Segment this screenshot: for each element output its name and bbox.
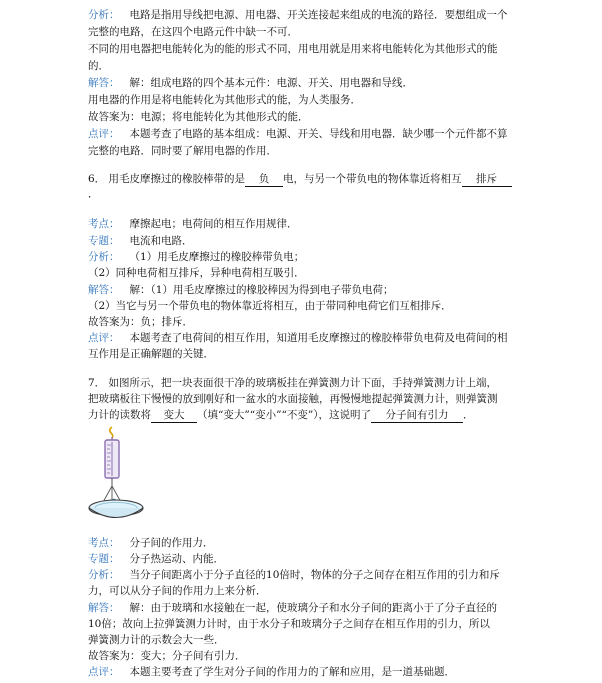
q7-solution-line-1: 解答： 解：由于玻璃和水接触在一起，使玻璃分子和水分子间的距离小于了分子直径的 xyxy=(88,602,498,614)
solution-label: 解答： xyxy=(88,602,120,614)
comment-label: 点评： xyxy=(88,128,120,140)
q6-kaodian-line: 考点： 摩擦起电；电荷间的相互作用规律． xyxy=(88,218,298,230)
analysis-label: 分析： xyxy=(88,9,120,21)
kaodian-label: 考点： xyxy=(88,218,120,230)
q6-stem-line: 6． 用毛皮摩擦过的橡胶棒带的是 负 电，与另一个带负电的物体靠近将相互 排斥 xyxy=(88,172,512,187)
s5-analysis-line-2: 完整的电路，在这四个电路元件中缺一不可． xyxy=(88,26,298,38)
q6-answer-blank-2: 排斥 xyxy=(462,173,512,187)
q6-comment-line-1: 点评： 本题考查了电荷间的相互作用，知道用毛皮摩擦过的橡胶棒带负电荷及电荷间的相 xyxy=(88,332,508,344)
q7-stem-line-1: 7． 如图所示，把一块表面很干净的玻璃板挂在弹簧测力计下面，手持弹簧测力计上端， xyxy=(88,377,498,389)
q6-analysis-line-1: 分析： （1）用毛皮摩擦过的橡胶棒带负电； xyxy=(88,251,305,263)
q7-comment-line-1: 点评： 本题主要考查了学生对分子间的作用力的了解和应用，是一道基础题． xyxy=(88,666,456,678)
spring-scale-over-water-basin-figure xyxy=(88,426,188,524)
s5-solution-line-2: 用电器的作用是将电能转化为其他形式的能，为人类服务． xyxy=(88,94,361,106)
analysis-label: 分析： xyxy=(88,569,120,581)
kaodian-label: 考点： xyxy=(88,537,120,549)
solution-label: 解答： xyxy=(88,284,120,296)
q7-zhuanti-line: 专题： 分子热运动、内能． xyxy=(88,553,225,565)
q6-solution-line-2: （2）当它与另一个带负电的物体靠近将相互，由于带同种电荷它们互相排斥． xyxy=(88,300,452,312)
q7-analysis-line-2: 力，可以从分子间的作用力上来分析． xyxy=(88,585,267,597)
comment-label: 点评： xyxy=(88,666,120,678)
s5-solution-line-1: 解答： 解：组成电路的四个基本元件：电源、开关、用电器和导线． xyxy=(88,77,414,89)
q7-stem-line-3: 力计的读数将 变大 （填“变大”“变小”“不变”），这说明了 分子间有引力 ． xyxy=(88,409,474,421)
q7-stem-line-2: 把玻璃板往下慢慢的放到刚好和一盆水的水面接触，再慢慢地提起弹簧测力计，则弹簧测 xyxy=(88,393,498,405)
q7-answer-blank-2: 分子间有引力 xyxy=(371,409,463,423)
q6-stem-end: ． xyxy=(88,188,99,200)
zhuanti-label: 专题： xyxy=(88,553,120,565)
q6-comment-line-2: 互作用是正确解题的关键． xyxy=(88,348,214,360)
q7-solution-line-2: 10倍；故向上拉弹簧测力计时，由于水分子和玻璃分子之间存在相互作用的引力，所以 xyxy=(88,618,490,630)
solution-label: 解答： xyxy=(88,77,120,89)
s5-solution-line-3: 故答案为：电源；将电能转化为其他形式的能． xyxy=(88,111,309,123)
q7-solution-line-3: 弹簧测力计的示数会大一些． xyxy=(88,634,225,646)
q7-analysis-line-1: 分析： 当分子间距离小于分子直径的10倍时，物体的分子之间存在相互作用的引力和斥 xyxy=(88,569,500,581)
q7-answer-blank-1: 变大 xyxy=(151,409,197,423)
q6-analysis-line-2: （2）同种电荷相互排斥，异种电荷相互吸引． xyxy=(88,267,305,279)
zhuanti-label: 专题： xyxy=(88,235,120,247)
s5-comment-line-1: 点评： 本题考查了电路的基本组成：电源、开关、导线和用电器．缺少哪一个元件都不算 xyxy=(88,128,508,140)
q7-solution-line-4: 故答案为：变大；分子间有引力． xyxy=(88,650,246,662)
s5-analysis-line-4: 的． xyxy=(88,60,109,72)
q6-zhuanti-line: 专题： 电流和电路． xyxy=(88,235,193,247)
s5-analysis-line-1: 分析： 电路是指用导线把电源、用电器、开关连接起来组成的电流的路径．要想组成一个 xyxy=(88,9,508,21)
hook-icon xyxy=(110,427,113,438)
q6-solution-line-1: 解答： 解：（1）用毛皮摩擦过的橡胶棒因为得到电子带负电荷； xyxy=(88,284,394,296)
q6-answer-blank-1: 负 xyxy=(245,173,283,187)
q7-kaodian-line: 考点： 分子间的作用力． xyxy=(88,537,214,549)
s5-comment-line-2: 完整的电路．同时要了解用电器的作用． xyxy=(88,145,277,157)
s5-analysis-line-3: 不同的用电器把电能转化为的能的形式不同，用电用就是用来将电能转化为其他形式的能 xyxy=(88,43,498,55)
analysis-label: 分析： xyxy=(88,251,120,263)
q6-solution-line-3: 故答案为：负；排斥． xyxy=(88,316,193,328)
comment-label: 点评： xyxy=(88,332,120,344)
